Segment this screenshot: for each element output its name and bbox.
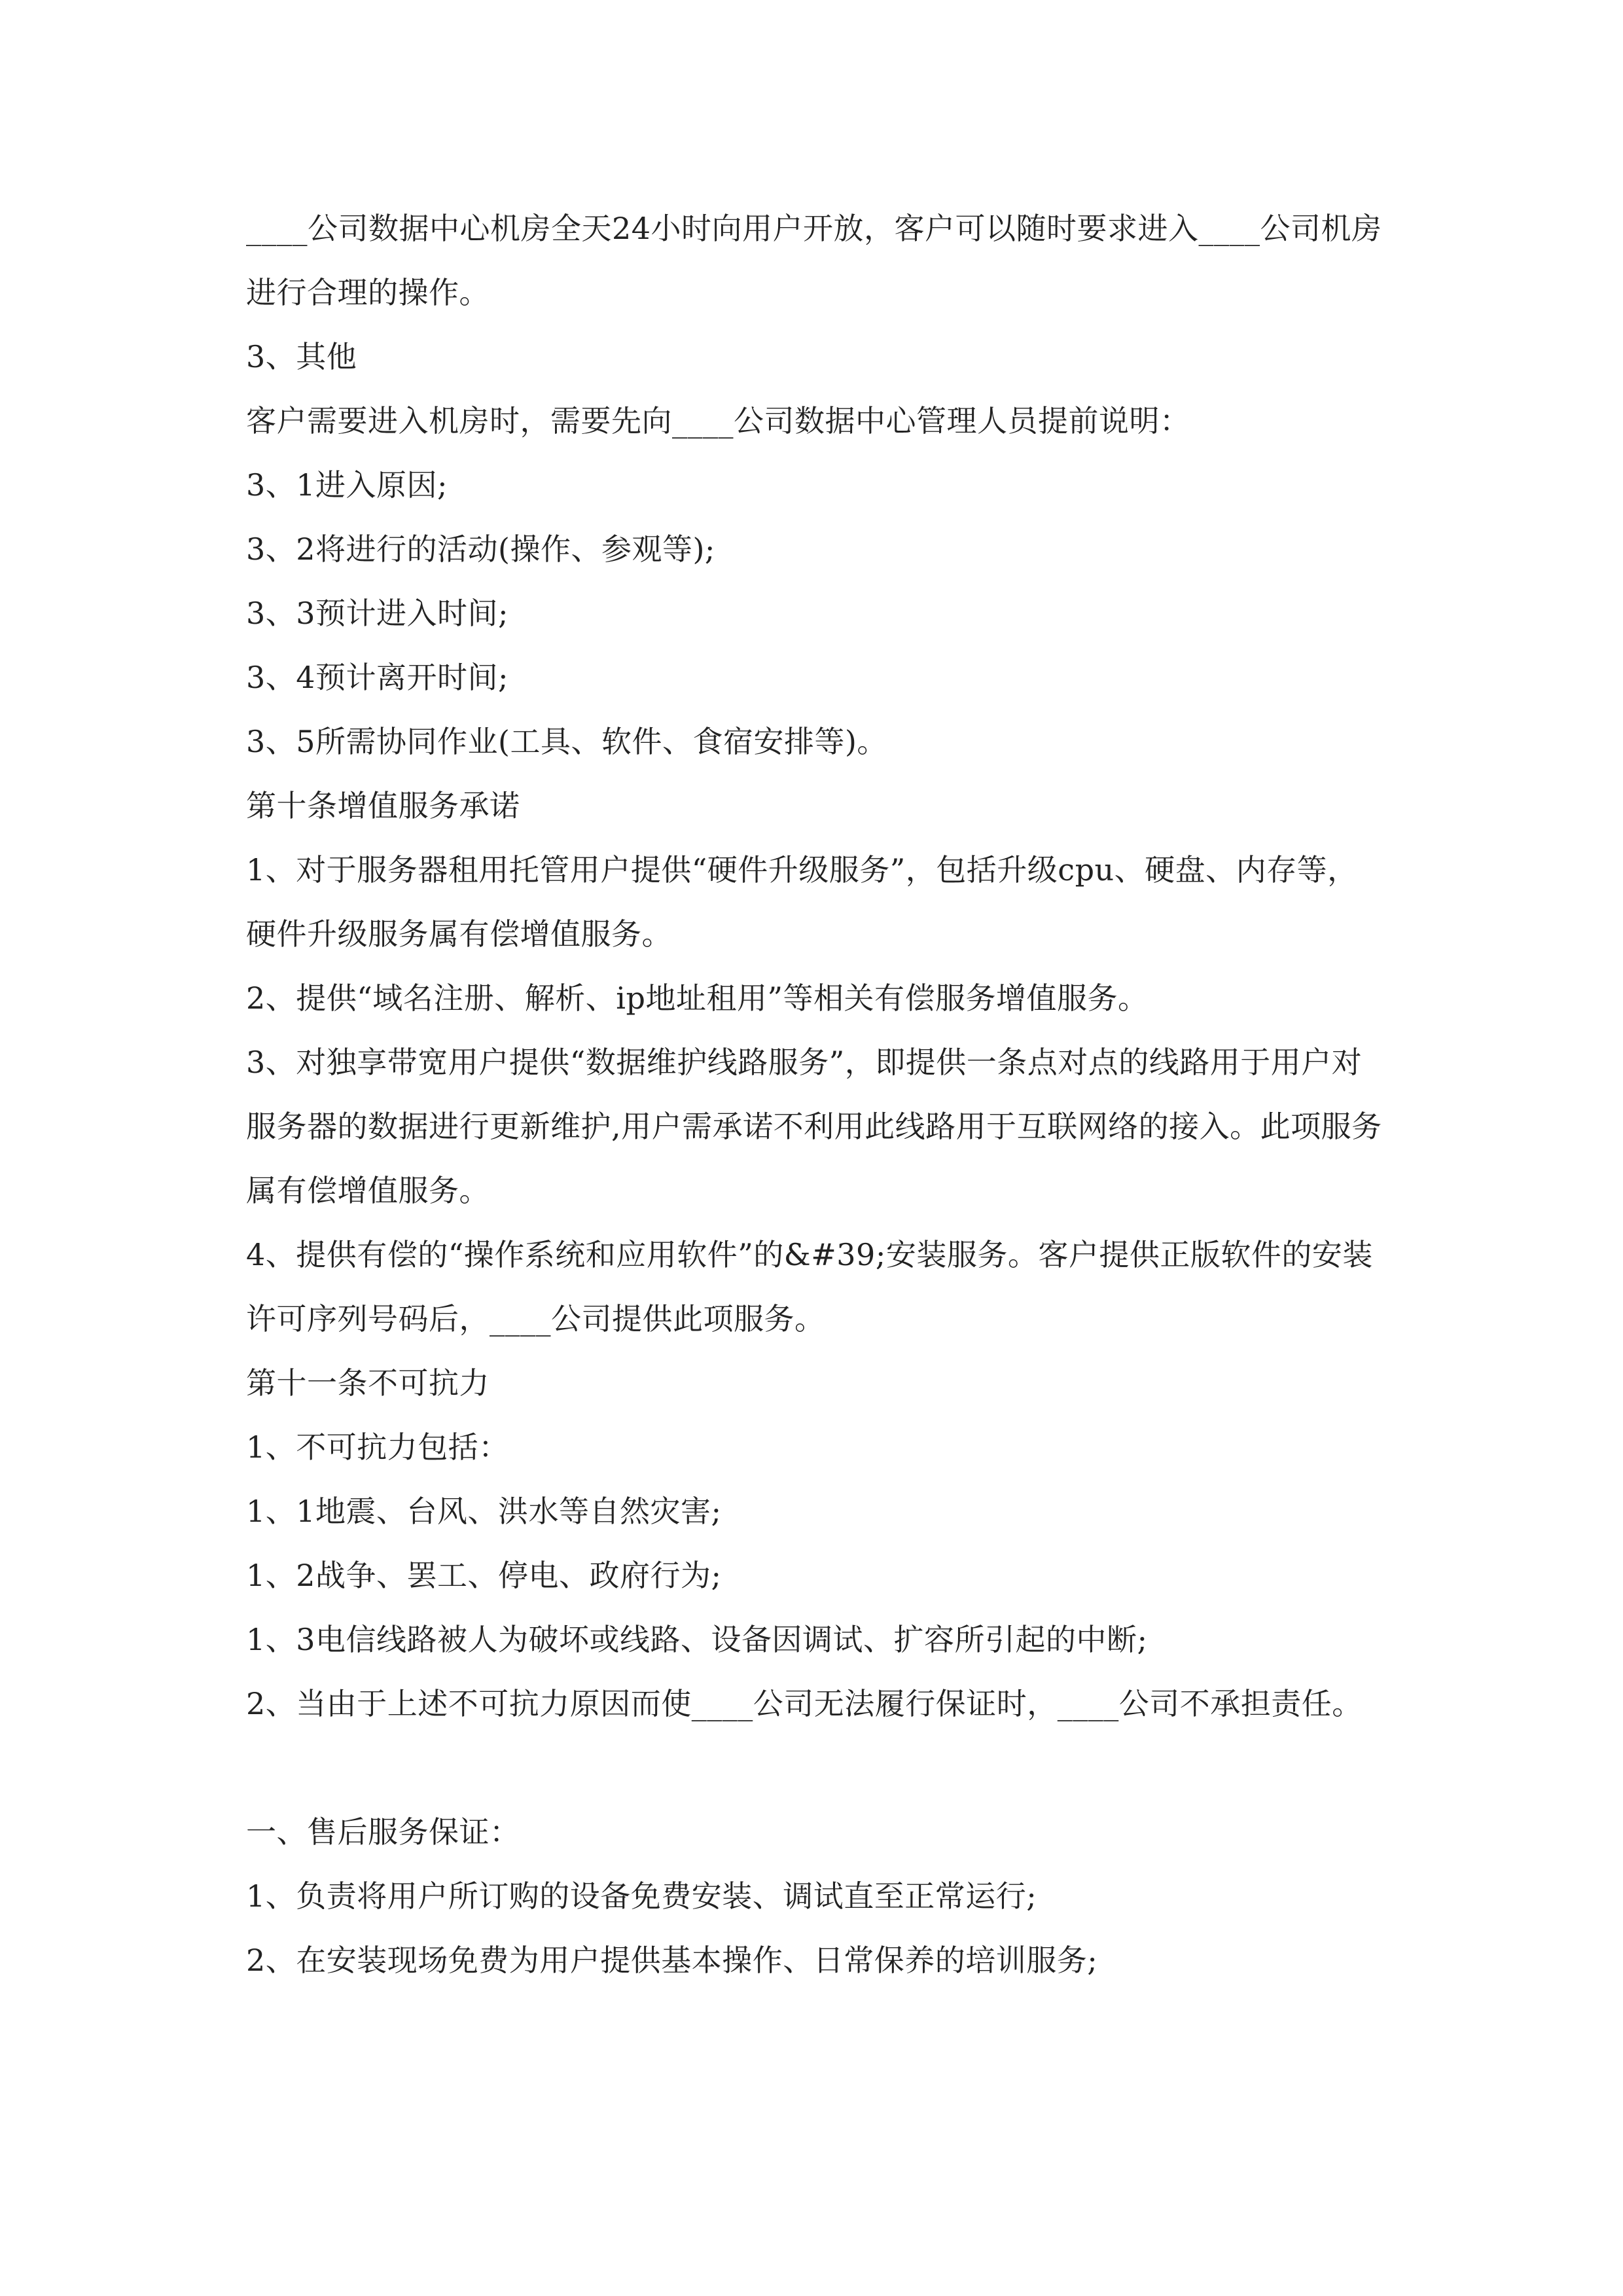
list-item: 3、5所需协同作业(工具、软件、食宿安排等)。 <box>246 724 887 759</box>
section-heading: 一、售后服务保证： <box>246 1814 520 1850</box>
section-heading: 3、其他 <box>246 339 357 374</box>
paragraph: ____公司数据中心机房全天24小时向用户开放，客户可以随时要求进入____公司机房进行合理的操作。 <box>246 211 1382 310</box>
list-item: 3、2将进行的活动(操作、参观等); <box>246 531 715 567</box>
list-item: 3、3预计进入时间; <box>246 596 509 631</box>
article-heading: 第十条增值服务承诺 <box>246 788 520 823</box>
list-item: 3、4预计离开时间; <box>246 660 509 695</box>
list-item: 1、1地震、台风、洪水等自然灾害; <box>246 1494 722 1529</box>
paragraph: 2、当由于上述不可抗力原因而使____公司无法履行保证时，____公司不承担责任。 <box>246 1686 1363 1721</box>
list-item: 2、在安装现场免费为用户提供基本操作、日常保养的培训服务; <box>246 1943 1098 1978</box>
blank-line <box>246 1736 1385 1800</box>
document-body <box>246 196 1385 1992</box>
paragraph: 1、不可抗力包括： <box>246 1429 509 1465</box>
list-item: 1、3电信线路被人为破坏或线路、设备因调试、扩容所引起的中断; <box>246 1622 1148 1657</box>
paragraph: 2、提供“域名注册、解析、ip地址租用”等相关有偿服务增值服务。 <box>246 980 1149 1016</box>
paragraph: 客户需要进入机房时，需要先向____公司数据中心管理人员提前说明： <box>246 403 1190 439</box>
list-item: 3、1进入原因; <box>246 467 448 503</box>
article-heading: 第十一条不可抗力 <box>246 1365 490 1401</box>
paragraph: 4、提供有偿的“操作系统和应用软件”的&#39;安装服务。客户提供正版软件的安装许可序列号码后，____公司提供此项服务。 <box>246 1237 1373 1336</box>
paragraph: 1、对于服务器租用托管用户提供“硬件升级服务”，包括升级cpu、硬盘、内存等，硬件升级服务属有偿增值服务。 <box>246 852 1358 952</box>
list-item: 1、2战争、罢工、停电、政府行为; <box>246 1558 722 1593</box>
list-item: 1、负责将用户所订购的设备免费安装、调试直至正常运行; <box>246 1878 1037 1914</box>
paragraph: 3、对独享带宽用户提供“数据维护线路服务”，即提供一条点对点的线路用于用户对服务器的数据进行更新维护,用户需承诺不利用此线路用于互联网络的接入。此项服务属有偿增值服务。 <box>246 1045 1382 1208</box>
